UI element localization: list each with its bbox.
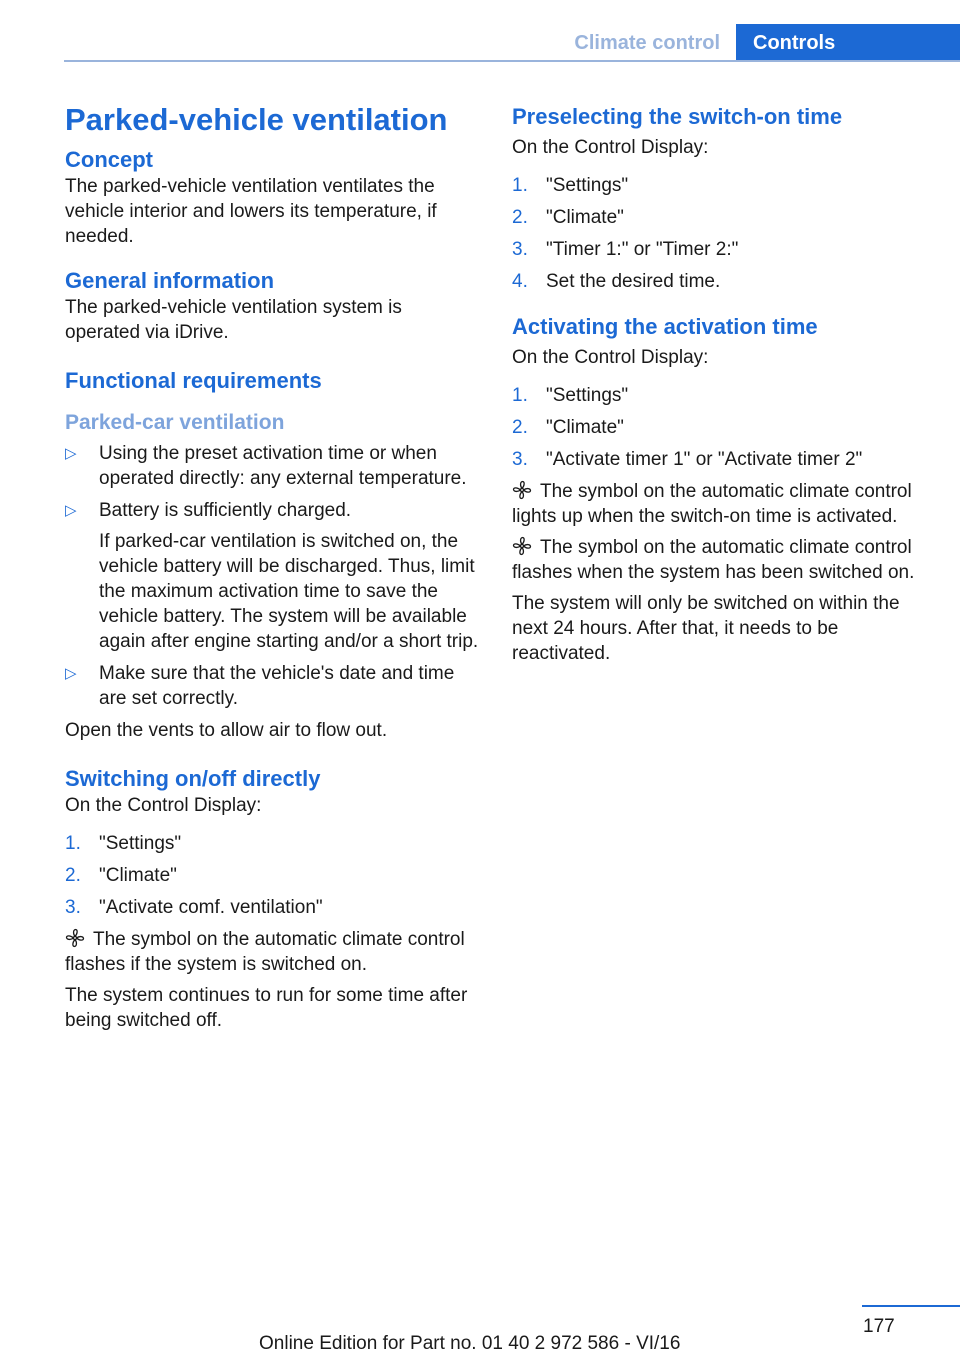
list-item: 1. "Settings" <box>512 175 629 196</box>
switching-intro: On the Control Display: <box>65 795 262 816</box>
header-tabs <box>574 24 960 61</box>
general-info-heading: General information <box>65 268 275 293</box>
symbol-lights-paragraph: The symbol on the automatic climate control lights up when the switch-on time is activated. <box>512 481 912 527</box>
list-item: 3. "Timer 1:" or "Timer 2:" <box>512 239 739 260</box>
vents-text: Open the vents to allow air to flow out. <box>65 720 388 741</box>
ventilation-fan-icon <box>512 480 532 500</box>
list-item: 2. "Climate" <box>65 865 177 886</box>
functional-requirements-heading: Functional requirements <box>65 368 322 393</box>
page-number: 177 <box>863 1316 895 1337</box>
left-column <box>65 100 480 1033</box>
right-column <box>512 103 932 666</box>
hours-text: The system will only be switched on within the next 24 hours. After that, it needs to be reactivated. <box>512 593 900 664</box>
triangle-right-icon: ▷ <box>65 502 77 519</box>
battery-note: If parked-car ventilation is switched on, the vehicle battery will be discharged. Thus, limit the maximum activation time to save the vehicle battery. The system will be available again after engine starting and/or a short trip. <box>99 531 479 652</box>
continues-text: The system continues to run for some time after being switched off. <box>65 985 468 1031</box>
triangle-right-icon: ▷ <box>65 665 77 682</box>
switching-heading: Switching on/off directly <box>65 766 321 791</box>
parked-car-ventilation-heading: Parked-car ventilation <box>65 411 285 434</box>
header-section-title: Climate control <box>574 32 720 54</box>
requirements-list <box>65 441 480 711</box>
ventilation-fan-icon <box>512 536 532 556</box>
general-info-text: The parked-vehicle ventilation system is operated via iDrive. <box>65 297 402 343</box>
list-item: 3. "Activate timer 1" or "Activate timer 2" <box>512 449 863 470</box>
symbol-flashes-paragraph: The symbol on the automatic climate control flashes when the system has been switched on. <box>512 537 915 583</box>
preselect-steps <box>512 173 932 294</box>
list-item: 2. "Climate" <box>512 417 624 438</box>
list-item: ▷ Battery is sufficiently charged. If parked-car ventilation is switched on, the vehicle battery will be discharged. Thus, limit the maximum activation time to save the vehicle battery. The system will be available again after engine starting and/or a short trip. <box>65 500 479 652</box>
switching-steps <box>65 831 480 920</box>
footer-divider <box>862 1305 960 1307</box>
preselect-intro: On the Control Display: <box>512 137 709 158</box>
page-title: Parked-vehicle ventilation <box>65 102 448 137</box>
concept-heading: Concept <box>65 147 153 172</box>
list-item: 1. "Settings" <box>512 385 629 406</box>
footer-edition: Online Edition for Part no. 01 40 2 972 586 - VI/16 <box>259 1333 681 1354</box>
header-chapter-tab: Controls <box>736 24 960 61</box>
list-item: 4. Set the desired time. <box>512 271 721 292</box>
list-item: ▷ Make sure that the vehicle's date and time are set correctly. <box>65 663 455 709</box>
list-item: ▷ Using the preset activation time or when operated directly: any external temperature. <box>65 443 467 489</box>
symbol-flashes-paragraph: The symbol on the automatic climate control flashes if the system is switched on. <box>65 929 465 975</box>
activate-intro: On the Control Display: <box>512 347 709 368</box>
concept-text: The parked-vehicle ventilation ventilates the vehicle interior and lowers its temperature, if needed. <box>65 176 437 247</box>
activate-heading: Activating the activation time <box>512 314 818 339</box>
preselect-heading: Preselecting the switch-on time <box>512 104 843 129</box>
triangle-right-icon: ▷ <box>65 445 77 462</box>
list-item: 3. "Activate comf. ventilation" <box>65 897 323 918</box>
activate-steps <box>512 383 932 472</box>
header-divider <box>64 60 960 62</box>
list-item: 2. "Climate" <box>512 207 624 228</box>
list-item: 1. "Settings" <box>65 833 182 854</box>
ventilation-fan-icon <box>65 928 85 948</box>
